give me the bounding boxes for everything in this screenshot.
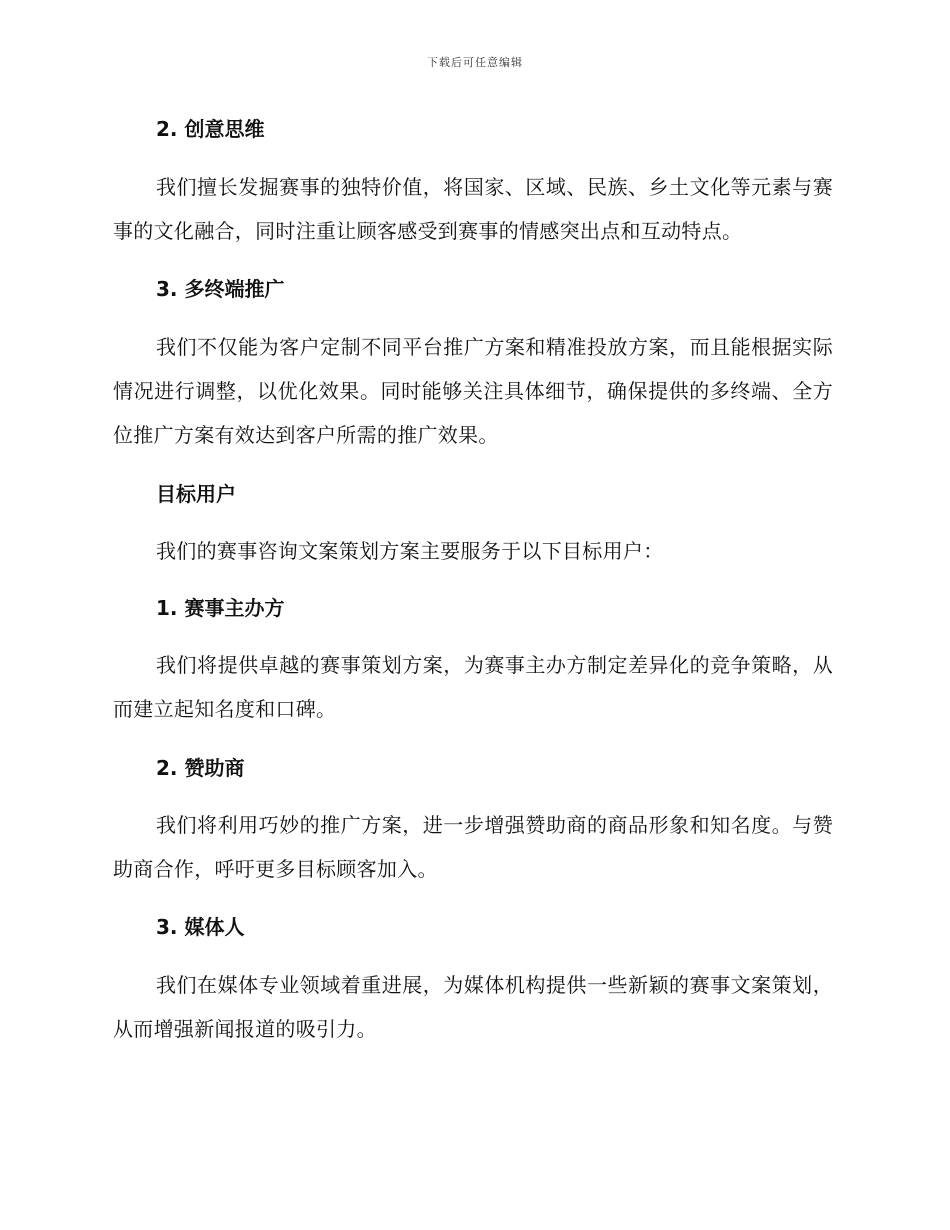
paragraph-event-organizer: 我们将提供卓越的赛事策划方案，为赛事主办方制定差异化的竞争策略，从而建立起知名度和口碑。	[113, 653, 833, 721]
heading-media: 3. 媒体人	[156, 915, 245, 939]
heading-creative-thinking: 2. 创意思维	[156, 117, 265, 141]
paragraph-media: 我们在媒体专业领域着重进展，为媒体机构提供一些新颖的赛事文案策划，从而增强新闻报道的吸引力。	[113, 973, 833, 1041]
heading-event-organizer: 1. 赛事主办方	[156, 596, 285, 620]
header-note: 下载后可任意编辑	[427, 56, 523, 69]
paragraph-sponsors: 我们将利用巧妙的推广方案，进一步增强赞助商的商品形象和知名度。与赞助商合作，呼吁更多目标顾客加入。	[113, 813, 833, 881]
paragraph-creative-thinking: 我们擅长发掘赛事的独特价值，将国家、区域、民族、乡土文化等元素与赛事的文化融合，同时注重让顾客感受到赛事的情感突出点和互动特点。	[113, 175, 833, 243]
paragraph-multi-terminal-promotion: 我们不仅能为客户定制不同平台推广方案和精准投放方案，而且能根据实际情况进行调整，以优化效果。同时能够关注具体细节，确保提供的多终端、全方位推广方案有效达到客户所需的推广效果。	[113, 335, 833, 447]
paragraph-target-users: 我们的赛事咨询文案策划方案主要服务于以下目标用户：	[156, 539, 664, 563]
heading-target-users: 目标用户	[156, 482, 236, 506]
heading-sponsors: 2. 赞助商	[156, 756, 245, 780]
heading-multi-terminal-promotion: 3. 多终端推广	[156, 277, 285, 301]
